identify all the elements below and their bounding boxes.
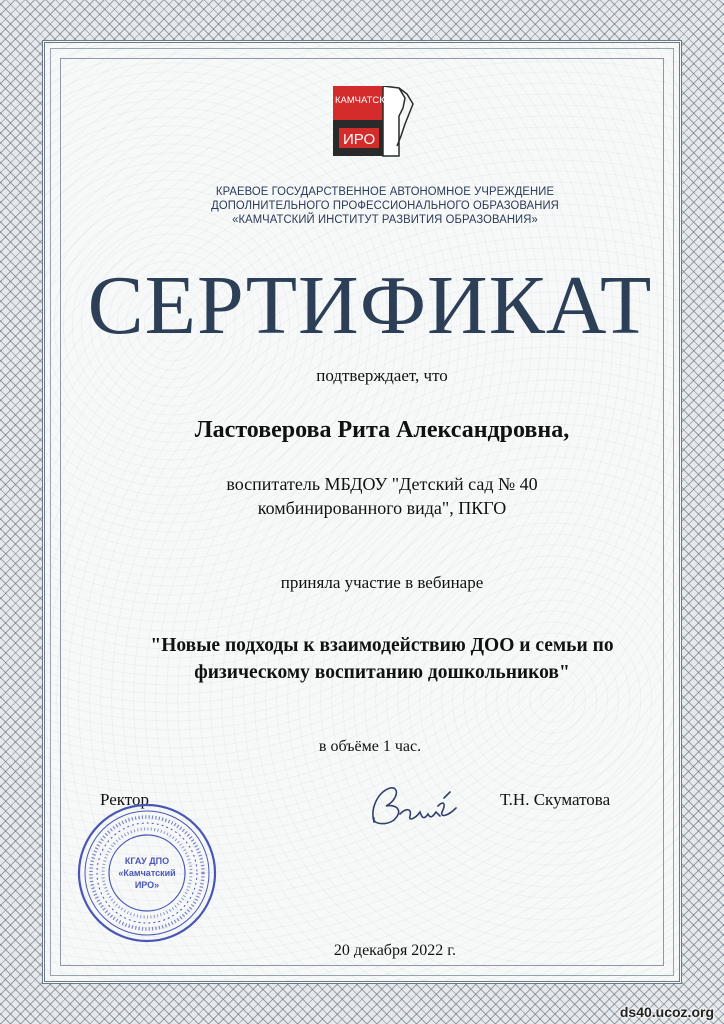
organization-line-2: ДОПОЛНИТЕЛЬНОГО ПРОФЕССИОНАЛЬНОГО ОБРАЗОВАНИЯ [211,200,559,212]
stamp-center-line-1: КГАУ ДПО [124,856,170,866]
logo-bottom-text: ИРО [343,131,376,148]
signature-stroke [373,788,456,824]
duration-text: в объёме 1 час. [318,738,422,755]
stamp-center-line-2: «Камчатский [118,868,176,878]
official-stamp [74,800,220,946]
stamp-center-line-3: ИРО» [134,880,160,890]
organization-line-3: «КАМЧАТСКИЙ ИНСТИТУТ РАЗВИТИЯ ОБРАЗОВАНИЯ» [232,214,538,226]
kamchatka-iro-logo [333,86,421,158]
webinar-topic-line-2: физическому воспитанию дошкольников" [194,662,570,683]
issue-date: 20 декабря 2022 г. [333,942,457,959]
recipient-position-line-1: воспитатель МБДОУ "Детский сад № 40 [226,474,538,494]
stamp-graphic [74,800,220,946]
organization-name [184,185,586,227]
signatory-title: Ректор [100,790,150,809]
certificate-title: СЕРТИФИКАТ [87,259,653,352]
recipient-position-line-2: комбинированного вида", ПКГО [257,498,507,518]
recipient-name: Ластоверова Рита Александровна, [194,417,570,443]
rector-signature [360,778,470,834]
signature-graphic [360,778,470,834]
organization-line-1: КРАЕВОЕ ГОСУДАРСТВЕННОЕ АВТОНОМНОЕ УЧРЕЖДЕНИЕ [215,186,555,198]
site-watermark: ds40.ucoz.org [619,1004,714,1020]
confirms-text: подтверждает, что [316,366,448,385]
participation-text: приняла участие в вебинаре [280,573,484,592]
logo-graphic [333,86,421,158]
webinar-topic-line-1: "Новые подходы к взаимодействию ДОО и семьи по [150,635,614,656]
signatory-name: Т.Н. Скуматова [500,790,611,809]
logo-top-text: КАМЧАТСКИЙ [335,95,399,106]
